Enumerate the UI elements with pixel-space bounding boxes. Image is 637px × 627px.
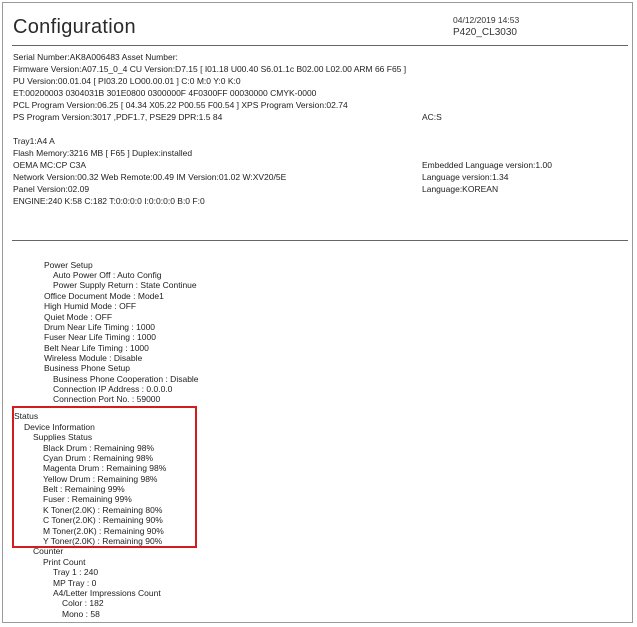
- section-divider: [12, 240, 628, 241]
- language: Language:KOREAN: [422, 184, 499, 194]
- settings-line: Connection IP Address : 0.0.0.0: [53, 384, 173, 394]
- printer-model: P420_CL3030: [453, 27, 517, 38]
- settings-line: Belt Near Life Timing : 1000: [44, 343, 149, 353]
- settings-line: Power Setup: [44, 260, 93, 270]
- oema-info: OEMA MC:CP C3A: [13, 160, 87, 170]
- status-line: Device Information: [24, 422, 95, 432]
- supply-status-line: Cyan Drum : Remaining 98%: [43, 453, 154, 463]
- print-datetime: 04/12/2019 14:53: [453, 15, 520, 25]
- et-code: ET:00200003 0304031B 301E0800 0300000F 4F0300FF 00030000 CMYK-0000: [13, 88, 317, 98]
- engine-counter: ENGINE:240 K:58 C:182 T:0:0:0:0 I:0:0:0:0 B:0 F:0: [13, 196, 205, 206]
- settings-line: Business Phone Cooperation : Disable: [53, 374, 199, 384]
- counter-line: Color : 182: [62, 598, 104, 608]
- pcl-version: PCL Program Version:06.25 [ 04.34 X05.22 P00.55 F00.54 ] XPS Program Version:02.74: [13, 100, 348, 110]
- pu-version: PU Version:00.01.04 [ PI03.20 LO00.00.01 ] C:0 M:0 Y:0 K:0: [13, 76, 241, 86]
- supply-status-line: M Toner(2.0K) : Remaining 90%: [43, 526, 164, 536]
- tray-info: Tray1:A4 A: [13, 136, 55, 146]
- counter-line: A4/Letter Impressions Count: [53, 588, 161, 598]
- supply-status-line: Belt : Remaining 99%: [43, 484, 125, 494]
- supply-status-line: K Toner(2.0K) : Remaining 80%: [43, 505, 163, 515]
- settings-line: Wireless Module : Disable: [44, 353, 143, 363]
- ac-status: AC:S: [422, 112, 442, 122]
- settings-line: Connection Port No. : 59000: [53, 394, 161, 404]
- settings-line: Power Supply Return : State Continue: [53, 280, 197, 290]
- embedded-language-version: Embedded Language version:1.00: [422, 160, 552, 170]
- supply-status-line: Y Toner(2.0K) : Remaining 90%: [43, 536, 163, 546]
- network-version: Network Version:00.32 Web Remote:00.49 IM Version:01.02 W:XV20/5E: [13, 172, 287, 182]
- counter-line: MP Tray : 0: [53, 578, 97, 588]
- settings-line: Drum Near Life Timing : 1000: [44, 322, 156, 332]
- status-heading: Status: [14, 411, 39, 421]
- supply-status-line: Black Drum : Remaining 98%: [43, 443, 155, 453]
- settings-line: Fuser Near Life Timing : 1000: [44, 332, 156, 342]
- settings-line: High Humid Mode : OFF: [44, 301, 137, 311]
- ps-version: PS Program Version:3017 ,PDF1.7, PSE29 DPR:1.5 84: [13, 112, 223, 122]
- status-line: Print Count: [43, 557, 86, 567]
- settings-line: Business Phone Setup: [44, 363, 131, 373]
- serial-number: Serial Number:AK8A006483 Asset Number:: [13, 52, 178, 62]
- supply-status-line: Fuser : Remaining 99%: [43, 494, 132, 504]
- settings-line: Quiet Mode : OFF: [44, 312, 113, 322]
- firmware-version: Firmware Version:A07.15_0_4 CU Version:D7.15 [ I01.18 U00.40 S6.01.1c B02.00 L02.00 ARM 66 F65 ]: [13, 64, 407, 74]
- supply-status-line: Yellow Drum : Remaining 98%: [43, 474, 158, 484]
- flash-memory: Flash Memory:3216 MB [ F65 ] Duplex:installed: [13, 148, 193, 158]
- settings-line: Office Document Mode : Mode1: [44, 291, 164, 301]
- counter-line: Mono : 58: [62, 609, 100, 619]
- header-divider: [12, 45, 628, 46]
- counter-line: Tray 1 : 240: [53, 567, 99, 577]
- panel-version: Panel Version:02.09: [13, 184, 90, 194]
- status-line: Supplies Status: [33, 432, 93, 442]
- settings-line: Auto Power Off : Auto Config: [53, 270, 162, 280]
- page-title: Configuration: [13, 16, 136, 38]
- supply-status-line: C Toner(2.0K) : Remaining 90%: [43, 515, 163, 525]
- supply-status-line: Magenta Drum : Remaining 98%: [43, 463, 167, 473]
- status-line: Counter: [33, 546, 64, 556]
- language-version: Language version:1.34: [422, 172, 509, 182]
- status-highlight-box: [12, 406, 197, 548]
